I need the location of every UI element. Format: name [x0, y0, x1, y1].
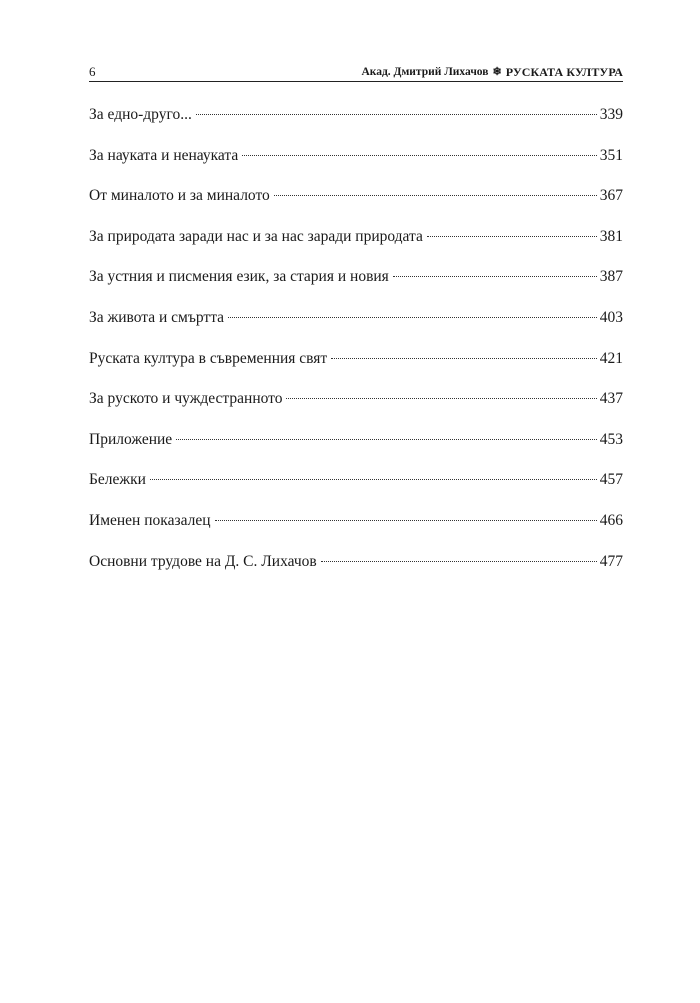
dot-leader	[331, 358, 597, 359]
toc-entry	[89, 184, 623, 225]
toc-entry-title: За науката и ненауката	[89, 146, 239, 164]
running-header-title	[361, 64, 623, 80]
toc-entry-page: 367	[599, 187, 623, 205]
toc-entry-title: За устния и писмения език, за стария и новия	[89, 268, 389, 286]
dot-leader	[228, 317, 597, 318]
header-book-title: РУСКАТА КУЛТУРА	[505, 65, 623, 79]
dot-leader	[196, 114, 597, 115]
toc-entry-title: Основни трудове на Д. С. Лихачов	[89, 552, 317, 570]
toc-entry-page: 466	[599, 511, 623, 529]
toc-entry	[89, 428, 623, 469]
toc-entry-title: Бележки	[89, 471, 146, 489]
dot-leader	[274, 195, 597, 196]
toc-entry-title: Руската култура в съвременния свят	[89, 349, 328, 367]
toc-entry	[89, 550, 623, 591]
toc-entry-page: 381	[599, 227, 623, 245]
toc-entry-page: 457	[599, 471, 623, 489]
toc-entry	[89, 387, 623, 428]
snowflake-ornament-icon: ❄	[492, 66, 502, 78]
toc-entry	[89, 103, 623, 144]
toc-entry-title: За едно-друго...	[89, 106, 192, 123]
dot-leader	[215, 520, 597, 521]
toc-entry-title: Именен показалец	[89, 511, 211, 529]
toc-entry	[89, 347, 623, 388]
toc-entry-page: 421	[599, 349, 623, 367]
toc-entry-page: 437	[599, 390, 623, 408]
toc-entry-title: За природата заради нас и за нас заради природата	[89, 227, 423, 245]
toc-entry-title: За живота и смъртта	[89, 308, 225, 326]
toc-entry	[89, 265, 623, 306]
toc-entry	[89, 468, 623, 509]
toc-entry-page: 339	[599, 106, 623, 123]
toc-entry-page: 351	[599, 146, 623, 164]
header-rule	[89, 81, 623, 82]
dot-leader	[321, 561, 597, 562]
toc-entry-title: За руското и чуждестранното	[89, 390, 283, 408]
dot-leader	[242, 155, 597, 156]
dot-leader	[286, 398, 596, 399]
dot-leader	[393, 276, 597, 277]
dot-leader	[150, 479, 597, 480]
dot-leader	[176, 439, 597, 440]
page-number: 6	[89, 64, 96, 79]
toc-entry-page: 453	[599, 430, 623, 448]
toc-entry-title: Приложение	[89, 430, 173, 448]
toc-entry	[89, 306, 623, 347]
toc-entry	[89, 509, 623, 550]
toc-entry-page: 477	[599, 552, 623, 570]
running-header	[89, 62, 623, 82]
header-author: Акад. Дмитрий Лихачов	[361, 66, 489, 78]
table-of-contents	[89, 103, 623, 590]
toc-entry-page: 387	[599, 268, 623, 286]
toc-entry	[89, 225, 623, 266]
toc-entry	[89, 144, 623, 185]
toc-entry-page: 403	[599, 308, 623, 326]
dot-leader	[427, 236, 597, 237]
toc-entry-title: От миналото и за миналото	[89, 187, 270, 205]
